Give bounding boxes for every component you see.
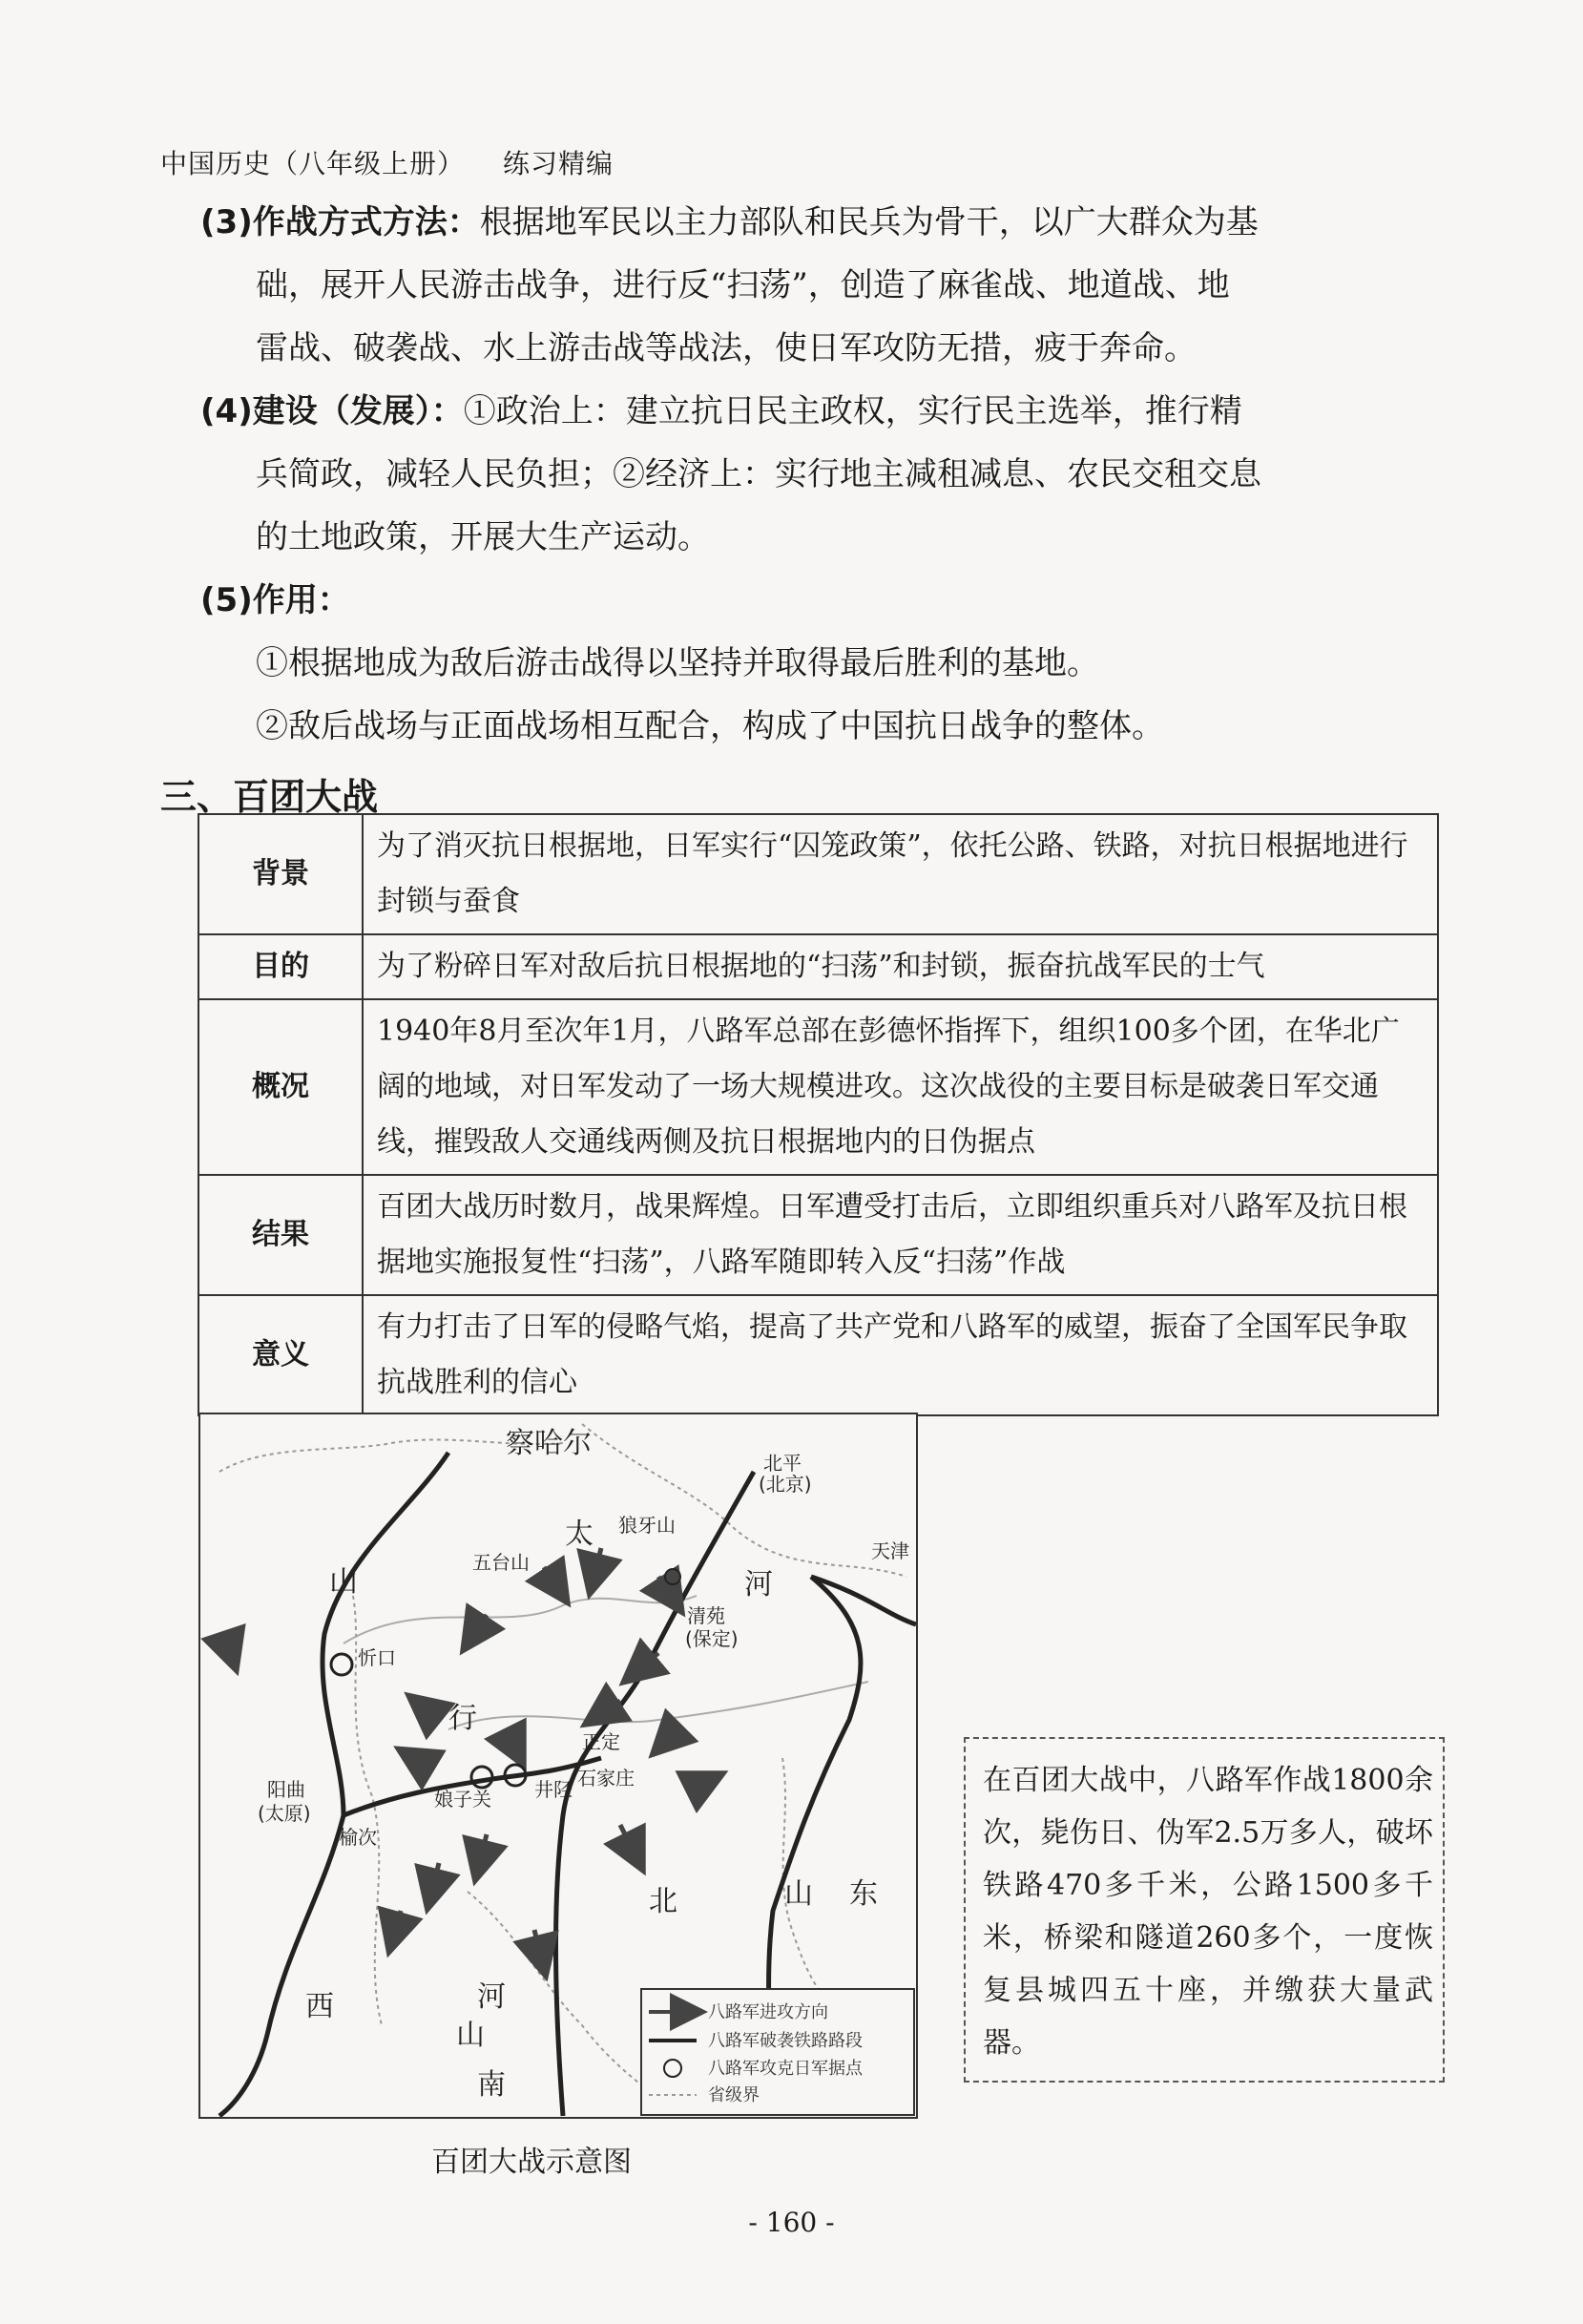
legend-captured: 八路军攻克日军据点 [708, 2059, 863, 2079]
region-shandong-1: 山 [784, 1877, 813, 1911]
attack-arrow [697, 1777, 716, 1787]
province-border [582, 1424, 906, 1577]
city-niangziguan: 娘子关 [434, 1788, 491, 1811]
legend-railway: 八路军破袭铁路路段 [708, 2031, 863, 2051]
info-table [198, 813, 1439, 1416]
region-hebei-2: 北 [649, 1885, 677, 1918]
stronghold-marker [665, 1569, 680, 1584]
region-chahar: 察哈尔 [506, 1427, 592, 1460]
attack-arrow [544, 1567, 563, 1596]
attack-arrow [429, 1863, 439, 1901]
attack-arrow [468, 1615, 487, 1644]
row-key: 目的 [198, 934, 363, 999]
section-title: 三、百团大战 [160, 776, 379, 818]
point-3 [200, 191, 1441, 380]
row-value: 为了粉碎日军对敌后抗日根据地的“扫荡”和封锁，振奋抗战军民的士气 [363, 934, 1438, 999]
stronghold-marker [471, 1767, 492, 1788]
attack-arrow [477, 1834, 487, 1873]
city-taiyuan: (太原) [258, 1802, 311, 1825]
region-taihang-1: 太 [565, 1518, 594, 1551]
point-4-line1: ①政治上：建立抗日民主政权，实行民主选举，推行精 [463, 392, 1242, 430]
point-5-item2: ②敌后战场与正面战场相互配合，构成了中国抗日战争的整体。 [256, 707, 1164, 745]
row-value: 1940年8月至次年1月，八路军总部在彭德怀指挥下，组织100多个团，在华北广阔的地域，对日军发动了一场大规模进攻。这次战役的主要目标是破袭日军交通线，摧毁敌人交通线两侧及抗日根据地内的日伪据点 [363, 999, 1438, 1175]
city-yuci: 榆次 [339, 1826, 377, 1849]
railway [811, 1577, 916, 1624]
city-jingxing: 井陉 [534, 1778, 573, 1801]
region-hebei-1: 河 [744, 1568, 773, 1602]
point-3-line3: 雷战、破袭战、水上游击战等战法，使日军攻防无措，疲于奔命。 [256, 329, 1197, 367]
stronghold-marker [331, 1654, 352, 1675]
series-title: 练习精编 [503, 148, 614, 179]
table-row [198, 814, 1438, 934]
attack-arrow [391, 1911, 401, 1944]
attack-arrow [224, 1634, 234, 1663]
region-mtn-shan: 山 [456, 2019, 485, 2052]
table-row [198, 999, 1438, 1175]
row-key: 背景 [198, 814, 363, 934]
attack-arrow [658, 1729, 677, 1748]
attack-arrow [658, 1577, 677, 1605]
city-wutaishan: 五台山 [472, 1551, 530, 1574]
city-tianjin: 天津 [871, 1539, 909, 1562]
page-number: - 160 - [748, 2207, 835, 2238]
attack-arrow [406, 1753, 429, 1768]
page-header [160, 143, 614, 181]
region-shanxi-2: 西 [305, 1990, 334, 2023]
attack-arrow [592, 1548, 601, 1586]
region-shandong-2: 东 [849, 1877, 878, 1911]
row-value: 百团大战历时数月，战果辉煌。日军遭受打击后，立即组织重兵对八路军及抗日根据地实施报复性“扫荡”，八路军随即转入反“扫荡”作战 [363, 1175, 1438, 1295]
city-qingyuan: 清苑 [687, 1604, 725, 1627]
city-baoding: (保定) [685, 1627, 739, 1650]
row-key: 概况 [198, 999, 363, 1175]
point-4 [200, 380, 1441, 569]
legend-border: 省级界 [708, 2085, 760, 2105]
point-4-label: (4)建设（发展）： [200, 392, 464, 430]
river [448, 1682, 868, 1729]
row-key: 意义 [198, 1295, 363, 1415]
river [344, 1596, 697, 1644]
table-row [198, 1175, 1438, 1295]
row-key: 结果 [198, 1175, 363, 1295]
attack-arrow [620, 1825, 639, 1863]
map-caption: 百团大战示意图 [431, 2146, 632, 2179]
point-3-line1: 根据地军民以主力部队和民兵为骨干，以广大群众为基 [479, 203, 1259, 241]
point-5-item1: ①根据地成为敌后游击战得以坚持并取得最后胜利的基地。 [256, 644, 1099, 682]
point-3-line2: 础，展开人民游击战争，进行反“扫荡”，创造了麻雀战、地道战、地 [256, 266, 1230, 304]
point-5 [200, 569, 1441, 758]
table-row [198, 934, 1438, 999]
railway [219, 1453, 448, 2116]
city-shijiazhuang: 石家庄 [577, 1767, 635, 1790]
city-beijing: (北京) [759, 1473, 812, 1496]
attack-arrow [506, 1729, 520, 1758]
row-value: 有力打击了日军的侵略气焰，提高了共产党和八路军的威望，振奋了全国军民争取抗战胜利的信心 [363, 1295, 1438, 1415]
point-5-label: (5)作用： [200, 581, 350, 619]
callout-text: 在百团大战中，八路军作战1800余次，毙伤日、伪军2.5万多人，破坏铁路470多千米，公路1500多千米，桥梁和隧道260多个，一度恢复县城四五十座，并缴获大量武器。 [983, 1764, 1433, 2060]
region-henan-1: 河 [477, 1980, 506, 2014]
region-taihang-2: 行 [448, 1702, 477, 1735]
point-4-line2: 兵简政，减轻人民负担；②经济上：实行地主减租减息、农民交租交息 [256, 455, 1261, 493]
region-shanxi-1: 山 [329, 1565, 358, 1599]
city-langyashan: 狼牙山 [618, 1514, 676, 1537]
city-beiping: 北平 [763, 1452, 802, 1475]
region-henan-2: 南 [477, 2068, 506, 2102]
table-row [198, 1295, 1438, 1415]
attack-arrow [415, 1701, 439, 1720]
battle-map [198, 1413, 918, 2119]
city-xinkou: 忻口 [358, 1646, 396, 1669]
book-title: 中国历史（八年级上册） [160, 148, 466, 179]
attack-arrow [534, 1930, 544, 1968]
point-4-line3: 的土地政策，开展大生产运动。 [256, 518, 710, 556]
row-value: 为了消灭抗日根据地，日军实行“囚笼政策”，依托公路、铁路，对抗日根据地进行封锁与蚕食 [363, 814, 1438, 934]
point-3-label: (3)作战方式方法： [200, 203, 480, 241]
city-zhengding: 正定 [582, 1730, 620, 1753]
city-yangqu: 阳曲 [267, 1778, 305, 1801]
legend-advance: 八路军进攻方向 [708, 2002, 828, 2022]
